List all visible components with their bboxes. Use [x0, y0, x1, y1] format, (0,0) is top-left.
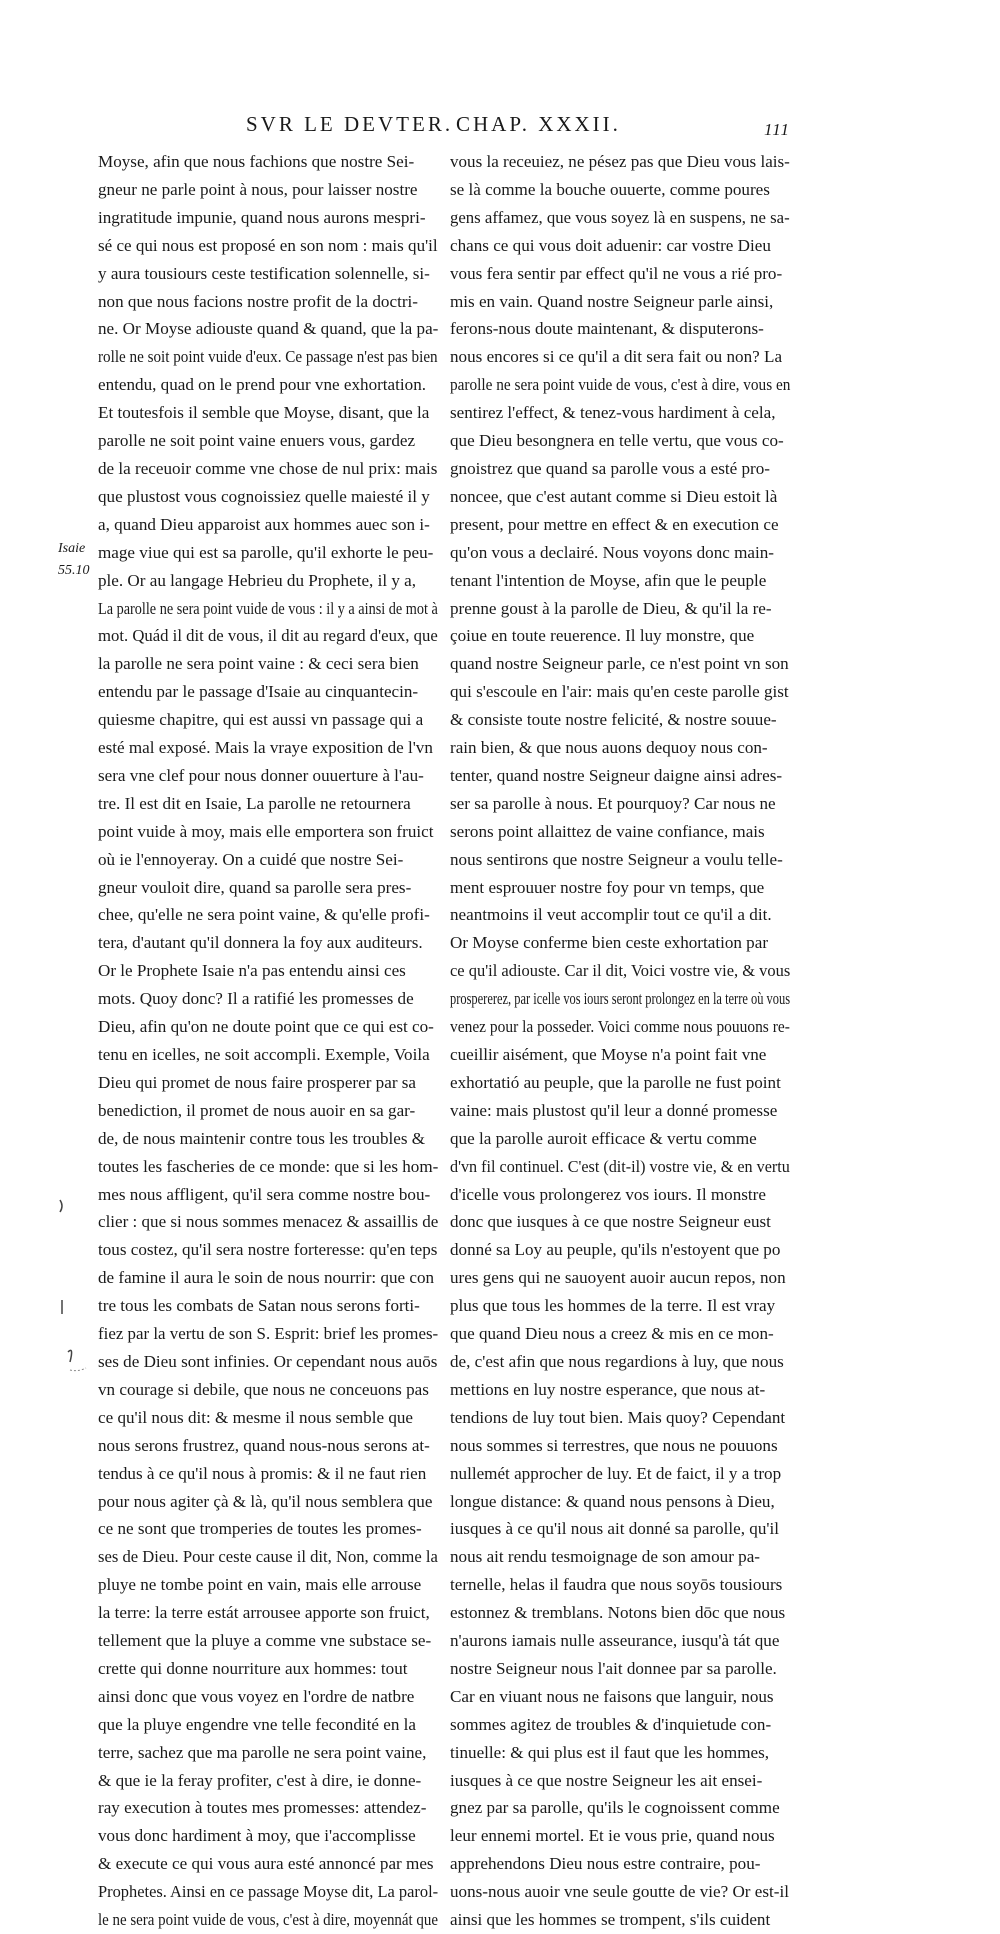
text-line: Or le Prophete Isaie n'a pas entendu ainsi ces [98, 961, 406, 981]
text-line: gnez par sa parolle, qu'ils le cognoissent comme [450, 1798, 780, 1818]
text-line: ple. Or au langage Hebrieu du Prophete, il y a, [98, 570, 417, 590]
text-line: esté mal exposé. Mais la vraye exposition de l'vn [98, 738, 433, 758]
text-line: Dieu, afin qu'on ne doute point que ce qui est co- [98, 1017, 434, 1037]
text-line: apprehendons Dieu nous estre contraire, pou- [450, 1854, 761, 1874]
running-head-right: CHAP. XXXII. [456, 112, 621, 136]
text-line: d'vn fil continuel. C'est (dit-il) vostre vie, & en vertu [450, 1156, 790, 1176]
text-line: où ie l'ennoyeray. On a cuidé que nostre Sei- [98, 849, 404, 869]
text-line: Et toutesfois il semble que Moyse, disant, que la [98, 403, 430, 423]
text-line: vous fera sentir par effect qu'il ne vous a rié pro- [450, 263, 783, 283]
text-line: tendus à ce qu'il nous à promis: & il ne faut rien [98, 1463, 427, 1483]
text-line: toutes les fascheries de ce monde: que si les hom- [98, 1156, 439, 1176]
text-line: nous sommes si terrestres, que nous ne pouuons [450, 1435, 778, 1455]
text-line: quand nostre Seigneur parle, ce n'est point vn son [450, 654, 789, 674]
text-line: tenant l'intention de Moyse, afin que le peuple [450, 570, 767, 590]
text-line: rain bien, & que nous auons dequoy nous con- [450, 738, 768, 758]
text-line: qui s'escoule en l'air: mais qu'en ceste parolle gist [450, 682, 789, 702]
text-line: gnoistrez que quand sa parolle vous a esté pro- [450, 458, 770, 478]
text-line: ternelle, helas il faudra que nous soyōs tousiours [450, 1575, 783, 1595]
margin-reference [58, 538, 90, 582]
text-line: neantmoins il veut accomplir tout ce qu'il a dit. [450, 905, 772, 925]
text-line: nous encores si ce qu'il a dit sera fait ou non? La [450, 347, 783, 367]
text-line: clier : que si nous sommes menacez & assaillis de [98, 1212, 439, 1232]
text-line: iusques à ce qu'il nous ait donné sa parolle, qu'il [450, 1519, 779, 1539]
text-line: serons point allaittez de vaine confiance, mais [450, 821, 765, 841]
text-line: de la receuoir comme vne chose de nul prix: mais [98, 458, 438, 478]
text-line: a, quand Dieu apparoist aux hommes auec son i- [98, 514, 430, 534]
text-line: tenu en icelles, ne soit accompli. Exemple, Voila [98, 1045, 430, 1064]
text-line: chans ce qui vous doit aduenir: car vostre Dieu [450, 235, 771, 255]
text-line: ment esprouuer nostre foy pour vn temps, que [450, 877, 765, 897]
running-head [246, 112, 806, 142]
text-line: mots. Quoy donc? Il a ratifié les promesses de [98, 989, 414, 1009]
text-line: sera vne clef pour nous donner ouuerture à l'au- [98, 765, 424, 785]
text-line: mot. Quád il dit de vous, il dit au regard d'eux, que [98, 626, 438, 646]
text-line: noncee, que c'est autant comme si Dieu estoit là [450, 486, 778, 506]
text-line: benediction, il promet de nous auoir en sa gar- [98, 1100, 416, 1120]
text-line: vous la receuiez, ne pésez pas que Dieu vous lais- [450, 152, 790, 171]
text-line: & execute ce qui vous aura esté annoncé par mes [98, 1854, 434, 1874]
text-line: gens affamez, que vous soyez là en suspens, ne sa- [450, 207, 790, 227]
text-line: Dieu qui promet de nous faire prosperer par sa [98, 1072, 417, 1092]
text-line: parolle ne sera point vuide de vous, c'est à dire, vous en [450, 375, 791, 395]
text-line: venez pour la posseder. Voici comme nous pouuons re- [450, 1017, 790, 1037]
text-line: donc que iusques à ce que nostre Seigneur eust [450, 1212, 771, 1232]
text-line: ce ne sont que tromperies de toutes les promes- [98, 1519, 422, 1539]
text-line: ferons-nous doute maintenant, & disputerons- [450, 319, 764, 339]
left-column [98, 148, 438, 1934]
text-line: tinuelle: & qui plus est il faut que les hommes, [450, 1742, 770, 1762]
text-line: que Dieu besongnera en telle vertu, que vous co- [450, 431, 784, 451]
text-line: ainsi que les hommes se trompent, s'ils cuident [450, 1910, 771, 1930]
text-line: que la pluye engendre vne telle fecondité en la [98, 1714, 416, 1734]
text-line: tendions de luy tout bien. Mais quoy? Cependant [450, 1407, 786, 1427]
text-line: tre tous les combats de Satan nous serons forti- [98, 1296, 420, 1316]
text-line: pluye ne tombe point en vain, mais elle arrouse [98, 1575, 422, 1595]
text-line: tera, d'autant qu'il donnera la foy aux auditeurs. [98, 933, 423, 953]
text-line: la terre: la terre estát arrousee apporte son fruict, [98, 1603, 430, 1623]
text-line: crette qui donne nourriture aux hommes: tout [98, 1658, 408, 1678]
text-line: tellement que la pluye a comme vne substace se- [98, 1631, 432, 1651]
text-line: vn courage si debile, que nous ne conceuons pas [98, 1379, 429, 1399]
text-line: ce qu'il adiouste. Car il dit, Voici vostre vie, & vous [450, 961, 791, 981]
text-line: point vuide à moy, mais elle emportera son fruict [98, 821, 434, 841]
text-line: quiesme chapitre, qui est aussi vn passage qui a [98, 710, 424, 730]
text-line: & que ie la feray profiter, c'est à dire, ie donne- [98, 1770, 422, 1790]
text-line: mettions en luy nostre esperance, que nous at- [450, 1379, 766, 1399]
text-line: estonnez & tremblans. Notons bien dōc que nous [450, 1603, 786, 1623]
text-line: prenne goust à la parolle de Dieu, & qu'il la re- [450, 598, 772, 618]
text-line: nous sentirons que nostre Seigneur a voulu telle- [450, 849, 783, 869]
text-line: ses de Dieu. Pour ceste cause il dit, Non, comme la [98, 1547, 438, 1567]
text-line: mis en vain. Quand nostre Seigneur parle ainsi, [450, 291, 774, 311]
text-line: sé ce qui nous est proposé en son nom : mais qu'il [98, 235, 438, 255]
text-line: tre. Il est dit en Isaie, La parolle ne retournera [98, 793, 411, 813]
text-line: Or Moyse conferme bien ceste exhortation par [450, 933, 769, 953]
text-line: pour nous agiter çà & là, qu'il nous semblera que [98, 1491, 433, 1511]
text-line: cueillir aisément, que Moyse n'a point fait vne [450, 1045, 767, 1064]
text-line: nous serons frustrez, quand nous-nous serons at- [98, 1435, 430, 1455]
text-line: Moyse, afin que nous fachions que nostre Sei- [98, 152, 415, 171]
text-line: non que nous facions nostre profit de la doctri- [98, 291, 418, 311]
text-line: La parolle ne sera point vuide de vous : il y a ainsi de mot à [98, 598, 438, 618]
text-line: se là comme la bouche ouuerte, comme poures [450, 179, 770, 199]
text-line: terre, sachez que ma parolle ne sera point vaine, [98, 1742, 427, 1762]
text-line: que quand Dieu nous a creez & mis en ce mon- [450, 1324, 774, 1344]
folio-number: 111 [764, 120, 790, 139]
text-line: rolle ne soit point vuide d'eux. Ce passage n'est pas bien [98, 347, 438, 367]
text-line: d'icelle vous prolongerez vos iours. Il monstre [450, 1184, 766, 1204]
text-line: ainsi donc que vous voyez en l'ordre de natbre [98, 1686, 415, 1706]
text-line: iusques à ce que nostre Seigneur les ait ensei- [450, 1770, 763, 1790]
text-line: mage viue qui est sa parolle, qu'il exhorte le peu- [98, 542, 434, 562]
text-line: plus que tous les hommes de la terre. Il est vray [450, 1296, 776, 1316]
text-line: parolle ne soit point vaine enuers vous, gardez [98, 431, 416, 451]
text-line: longue distance: & quand nous pensons à Dieu, [450, 1491, 775, 1511]
text-line: present, pour mettre en effect & en execution ce [450, 514, 779, 534]
text-line: de, c'est afin que nous regardions à luy, que nous [450, 1351, 784, 1371]
text-line: ses de Dieu sont infinies. Or cependant nous auōs [98, 1351, 438, 1371]
text-line: tenter, quand nostre Seigneur daigne ainsi adres- [450, 765, 783, 785]
margin-reference-book: Isaie [58, 541, 86, 556]
text-line: le ne sera point vuide de vous, c'est à dire, moyennát que [98, 1910, 438, 1930]
margin-reference-verse: 55.10 [58, 563, 90, 578]
text-line: ne. Or Moyse adiouste quand & quand, que la pa- [98, 319, 439, 339]
text-line: exhortatió au peuple, que la parolle ne fust point [450, 1072, 781, 1092]
text-line: Prophetes. Ainsi en ce passage Moyse dit, La parol- [98, 1882, 439, 1902]
text-line: vaine: mais plustost qu'il leur a donné promesse [450, 1100, 778, 1120]
running-head-left: SVR LE DEVTER. [246, 112, 454, 136]
text-line: fiez par la vertu de son S. Esprit: brief les promes- [98, 1324, 439, 1344]
text-line: ray execution à toutes mes promesses: attendez- [98, 1798, 427, 1818]
text-line: leur ennemi mortel. Et ie vous prie, quand nous [450, 1826, 775, 1846]
text-line: çoiue en toute reuerence. Il luy monstre, que [450, 626, 755, 646]
text-line: mes nous affligent, qu'il sera comme nostre bou- [98, 1184, 431, 1204]
text-line: prospererez, par icelle vos iours seront prolongez en la terre où vous [450, 989, 791, 1009]
text-line: ser sa parolle à nous. Et pourquoy? Car nous ne [450, 793, 776, 813]
text-line: n'aurons iamais nulle asseurance, iusqu'à tát que [450, 1631, 780, 1651]
text-line: donné sa Loy au peuple, qu'ils n'estoyent que po [450, 1240, 781, 1260]
text-line: sommes agitez de troubles & d'inquietude con- [450, 1714, 772, 1734]
text-line: Car en viuant nous ne faisons que languir, nous [450, 1686, 774, 1706]
text-line: que la parolle auroit efficace & vertu comme [450, 1128, 757, 1148]
right-column [450, 148, 790, 1934]
text-line: & consiste toute nostre felicité, & nostre souue- [450, 710, 777, 730]
text-line: y aura tousiours ceste testification solennelle, si- [98, 263, 430, 283]
text-line: nous ait rendu tesmoignage de son amour pa- [450, 1547, 760, 1567]
text-line: vous donc hardiment à moy, que i'accomplisse [98, 1826, 416, 1846]
text-line: ce qu'il nous dit: & mesme il nous semble que [98, 1407, 413, 1427]
ink-marks [40, 1180, 90, 1380]
text-line: gneur ne parle point à nous, pour laisser nostre [98, 179, 418, 199]
text-line: nullemét approcher de luy. Et de faict, il y a trop [450, 1463, 782, 1483]
text-line: tous costez, qu'il sera nostre forteresse: qu'en teps [98, 1240, 438, 1260]
text-line: sentirez l'effect, & tenez-vous hardiment à cela, [450, 403, 776, 423]
text-line: de, de nous maintenir contre tous les troubles & [98, 1128, 426, 1148]
text-line: ures gens qui ne sauoyent auoir aucun repos, non [450, 1268, 786, 1288]
text-line: nostre Seigneur nous l'ait donnee par sa parolle. [450, 1658, 777, 1678]
text-line: entendu par le passage d'Isaie au cinquantecin- [98, 682, 419, 702]
text-line: que plustost vous cognoissiez quelle maiesté il y [98, 486, 430, 506]
text-line: entendu, quad on le prend pour vne exhortation. [98, 375, 427, 395]
text-line: ingratitude impunie, quand nous aurons mespri- [98, 207, 426, 227]
text-line: uons-nous auoir vne seule goutte de vie? Or est-il [450, 1882, 789, 1902]
text-line: gneur vouloit dire, quand sa parolle sera pres- [98, 877, 412, 897]
text-line: de famine il aura le soin de nous nourrir: que con [98, 1268, 435, 1288]
text-line: qu'on vous a declairé. Nous voyons donc main- [450, 542, 774, 562]
text-line: la parolle ne sera point vaine : & ceci sera bien [98, 654, 419, 674]
text-line: chee, qu'elle ne sera point vaine, & qu'elle profi- [98, 905, 430, 925]
